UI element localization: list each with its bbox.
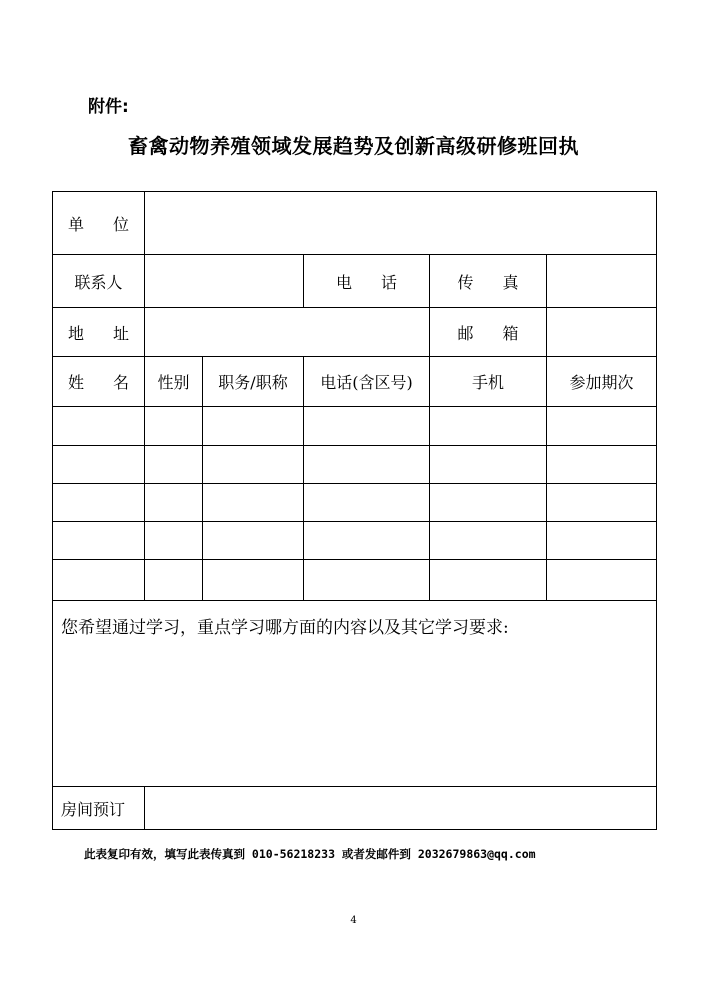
mobile-cell[interactable]	[430, 560, 547, 601]
phone-cell[interactable]	[304, 484, 430, 522]
column-header-session: 参加期次	[547, 357, 657, 407]
column-header-phone: 电话(含区号)	[304, 357, 430, 407]
gender-cell[interactable]	[145, 522, 203, 560]
column-header-gender: 性别	[145, 357, 203, 407]
gender-cell[interactable]	[145, 560, 203, 601]
position-cell[interactable]	[203, 446, 304, 484]
registration-form-table	[52, 191, 657, 830]
table-row	[53, 560, 657, 601]
mobile-cell[interactable]	[430, 484, 547, 522]
email-label: 邮 箱	[430, 308, 547, 357]
email-input-cell[interactable]	[547, 308, 657, 357]
table-row	[53, 446, 657, 484]
gender-cell[interactable]	[145, 484, 203, 522]
session-cell[interactable]	[547, 484, 657, 522]
name-cell[interactable]	[53, 560, 145, 601]
unit-input-cell[interactable]	[145, 192, 657, 255]
name-cell[interactable]	[53, 484, 145, 522]
phone-cell[interactable]	[304, 407, 430, 446]
position-cell[interactable]	[203, 484, 304, 522]
room-booking-label: 房间预订	[53, 787, 145, 830]
session-cell[interactable]	[547, 407, 657, 446]
table-row	[53, 484, 657, 522]
fax-input-cell[interactable]	[547, 255, 657, 308]
table-row	[53, 522, 657, 560]
phone-cell[interactable]	[304, 446, 430, 484]
position-cell[interactable]	[203, 560, 304, 601]
address-label: 地 址	[53, 308, 145, 357]
session-cell[interactable]	[547, 560, 657, 601]
mobile-cell[interactable]	[430, 446, 547, 484]
phone-cell[interactable]	[304, 522, 430, 560]
room-booking-input-cell[interactable]	[145, 787, 657, 830]
fax-label: 传 真	[430, 255, 547, 308]
phone-label: 电 话	[304, 255, 430, 308]
position-cell[interactable]	[203, 522, 304, 560]
form-title: 畜禽动物养殖领域发展趋势及创新高级研修班回执	[128, 134, 579, 158]
column-header-position: 职务/职称	[203, 357, 304, 407]
requirements-label: 您希望通过学习，重点学习哪方面的内容以及其它学习要求:	[61, 618, 509, 638]
contact-label: 联系人	[53, 255, 145, 308]
mobile-cell[interactable]	[430, 522, 547, 560]
footer-note: 此表复印有效，填写此表传真到 010-56218233 或者发邮件到 2032679863@qq.com	[84, 847, 536, 861]
column-header-mobile: 手机	[430, 357, 547, 407]
position-cell[interactable]	[203, 407, 304, 446]
attachment-label: 附件:	[88, 97, 129, 117]
table-row	[53, 407, 657, 446]
page-number: 4	[350, 915, 357, 926]
name-cell[interactable]	[53, 407, 145, 446]
contact-input-cell[interactable]	[145, 255, 304, 308]
phone-cell[interactable]	[304, 560, 430, 601]
column-header-name: 姓 名	[53, 357, 145, 407]
session-cell[interactable]	[547, 446, 657, 484]
address-input-cell[interactable]	[145, 308, 430, 357]
mobile-cell[interactable]	[430, 407, 547, 446]
session-cell[interactable]	[547, 522, 657, 560]
gender-cell[interactable]	[145, 407, 203, 446]
gender-cell[interactable]	[145, 446, 203, 484]
name-cell[interactable]	[53, 446, 145, 484]
unit-label: 单 位	[53, 192, 145, 255]
requirements-cell[interactable]	[53, 601, 657, 787]
name-cell[interactable]	[53, 522, 145, 560]
